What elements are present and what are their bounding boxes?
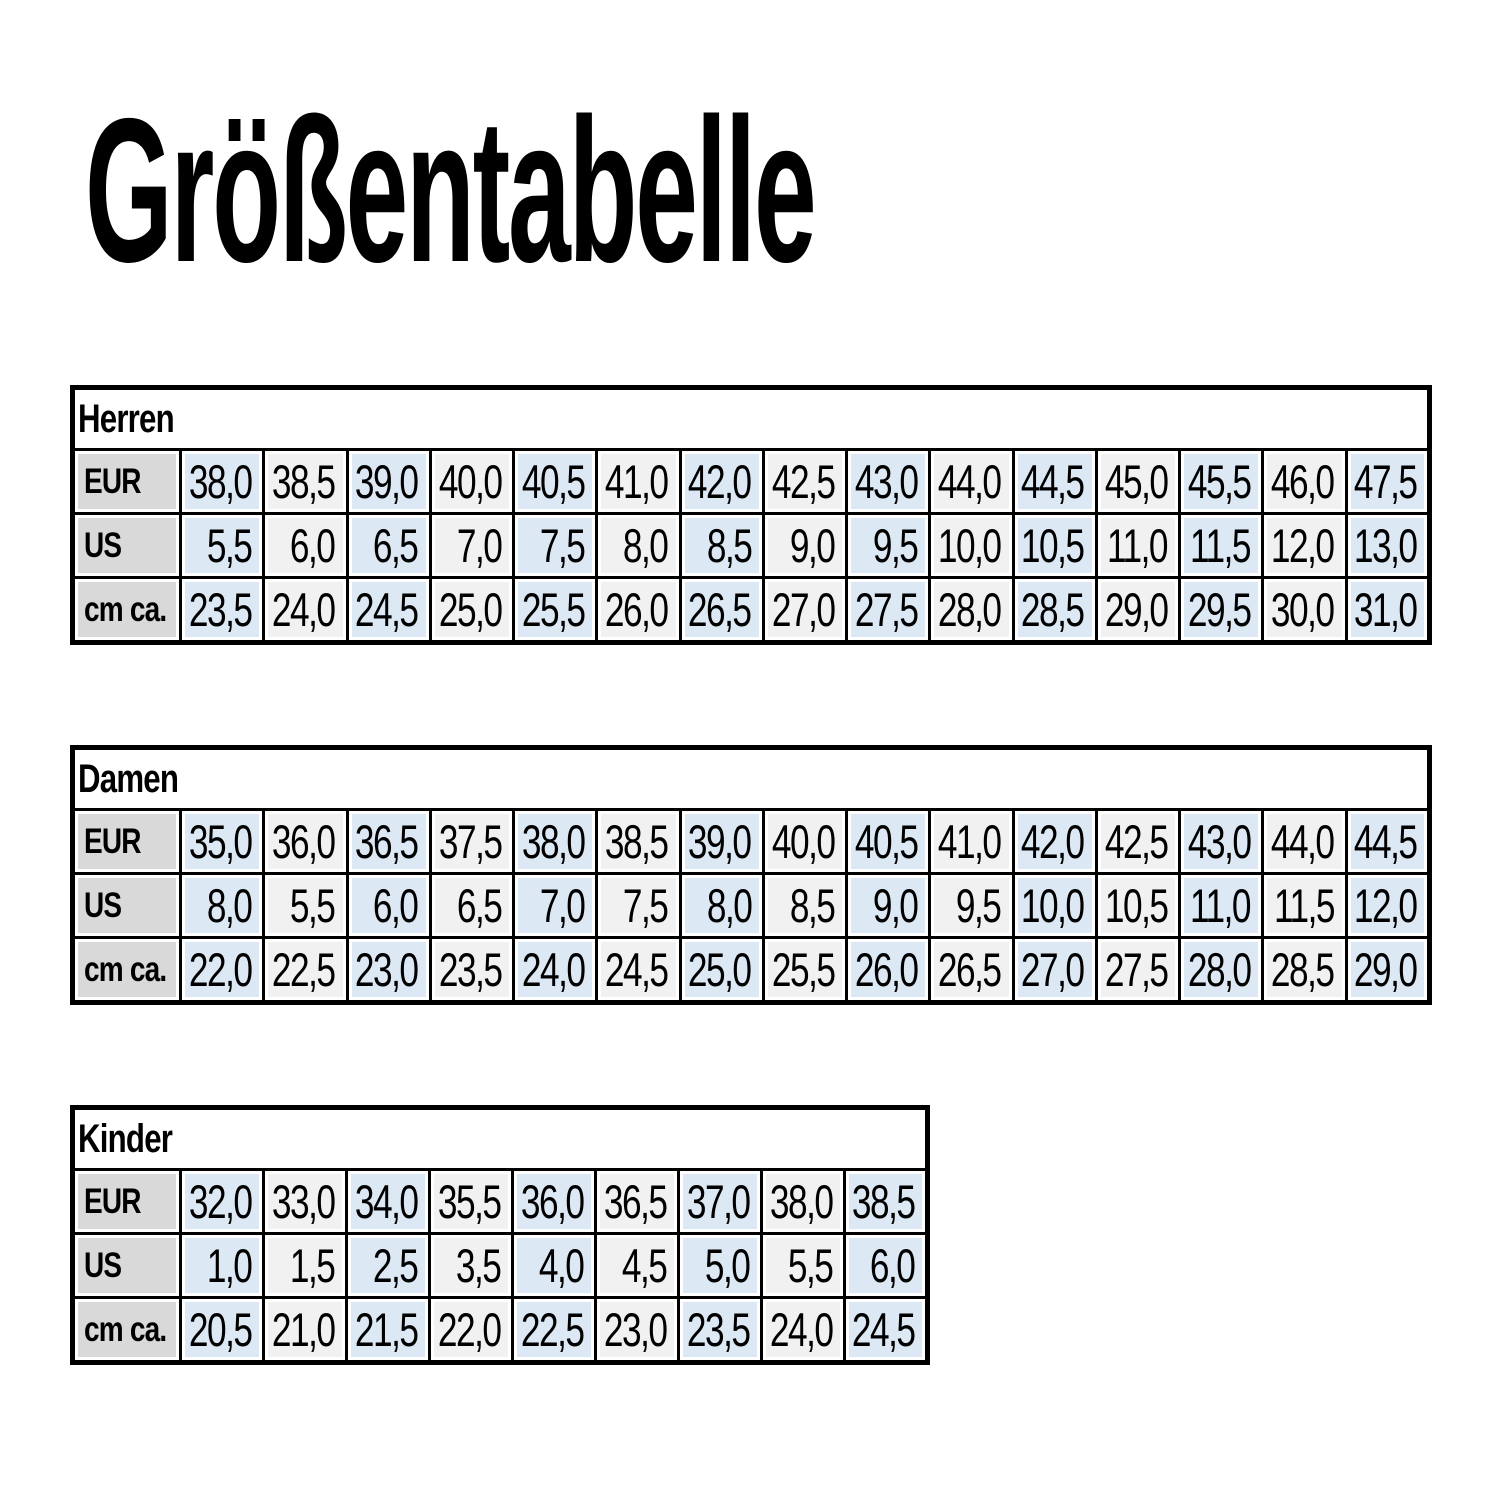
size-value: 10,0	[938, 519, 1001, 572]
size-value: 29,0	[1104, 583, 1168, 636]
size-cell	[514, 578, 597, 643]
table-title-cell	[73, 388, 1430, 450]
size-value: 23,5	[438, 943, 502, 996]
damen-size-table	[70, 745, 1432, 1005]
row-label: US	[84, 885, 122, 925]
size-cell	[845, 1298, 928, 1363]
size-value: 24,0	[271, 583, 335, 636]
size-value: 11,5	[1190, 519, 1251, 572]
table-title-cell	[73, 748, 1430, 810]
table-title-row	[73, 388, 1430, 450]
size-value: 30,0	[1271, 583, 1334, 636]
size-cell	[347, 450, 430, 514]
size-value: 44,5	[1021, 455, 1084, 508]
size-cell	[597, 874, 680, 938]
size-cell	[680, 874, 763, 938]
size-value: 6,5	[373, 519, 418, 572]
size-value: 11,5	[1273, 879, 1334, 932]
size-value: 8,0	[706, 879, 751, 932]
size-cell	[763, 810, 846, 874]
size-cell	[597, 514, 680, 578]
size-value: 26,5	[938, 943, 1001, 996]
table-row	[73, 450, 1430, 514]
size-value: 38,5	[271, 455, 335, 508]
size-value: 44,0	[938, 455, 1001, 508]
size-value: 24,5	[604, 943, 668, 996]
size-cell	[1096, 450, 1179, 514]
size-cell	[1180, 874, 1263, 938]
size-cell	[1096, 514, 1179, 578]
size-value: 28,5	[1021, 583, 1084, 636]
size-cell	[680, 450, 763, 514]
size-value: 22,5	[271, 943, 335, 996]
size-cell	[430, 578, 513, 643]
size-cell	[1096, 578, 1179, 643]
table-row	[73, 1170, 928, 1234]
size-cell	[680, 514, 763, 578]
size-value: 7,0	[456, 519, 502, 572]
size-cell	[847, 938, 930, 1003]
size-cell	[430, 450, 513, 514]
size-cell	[930, 874, 1013, 938]
size-value: 27,5	[854, 583, 918, 636]
size-cell	[347, 874, 430, 938]
size-cell	[847, 874, 930, 938]
row-label-cell	[73, 514, 181, 578]
row-label-cell	[73, 1170, 181, 1234]
size-cell	[514, 938, 597, 1003]
size-cell	[347, 514, 430, 578]
table-row	[73, 1298, 928, 1363]
size-value: 40,5	[521, 455, 585, 508]
size-cell	[513, 1170, 596, 1234]
size-value: 12,0	[1353, 879, 1416, 932]
size-cell	[930, 450, 1013, 514]
size-value: 3,5	[455, 1239, 500, 1292]
size-value: 47,5	[1353, 455, 1416, 508]
table-title-row	[73, 1108, 928, 1170]
row-label-cell	[73, 578, 181, 643]
size-cell	[1346, 810, 1429, 874]
size-value: 10,0	[1021, 879, 1084, 932]
size-value: 45,0	[1104, 455, 1168, 508]
size-cell	[181, 578, 264, 643]
size-value: 8,0	[623, 519, 668, 572]
size-value: 44,5	[1353, 815, 1416, 868]
table-row	[73, 1234, 928, 1298]
size-cell	[430, 938, 513, 1003]
size-cell	[1263, 578, 1346, 643]
size-cell	[347, 1298, 430, 1363]
table-title: Herren	[78, 396, 174, 441]
size-value: 25,0	[438, 583, 502, 636]
size-cell	[679, 1298, 762, 1363]
size-cell	[514, 450, 597, 514]
size-cell	[1263, 810, 1346, 874]
size-cell	[513, 1298, 596, 1363]
size-value: 46,0	[1271, 455, 1334, 508]
size-value: 43,0	[854, 455, 918, 508]
table-title-cell	[73, 1108, 928, 1170]
size-value: 26,5	[688, 583, 751, 636]
size-value: 29,0	[1353, 943, 1416, 996]
size-value: 34,0	[354, 1175, 417, 1228]
size-value: 6,0	[290, 519, 335, 572]
size-value: 43,0	[1187, 815, 1251, 868]
size-cell	[181, 1234, 264, 1298]
size-value: 5,5	[206, 519, 252, 572]
size-value: 22,5	[520, 1303, 583, 1356]
size-cell	[347, 1234, 430, 1298]
size-cell	[679, 1234, 762, 1298]
size-value: 29,5	[1187, 583, 1251, 636]
row-label: US	[84, 1245, 122, 1285]
size-cell	[845, 1170, 928, 1234]
table-row	[73, 938, 1430, 1003]
size-cell	[264, 1298, 347, 1363]
size-cell	[1346, 578, 1429, 643]
size-cell	[1013, 810, 1096, 874]
table-title: Damen	[78, 756, 179, 801]
size-value: 10,5	[1021, 519, 1084, 572]
table-title: Kinder	[78, 1116, 173, 1161]
size-cell	[680, 578, 763, 643]
size-cell	[430, 1234, 513, 1298]
size-cell	[930, 810, 1013, 874]
size-cell	[1096, 810, 1179, 874]
size-cell	[1180, 578, 1263, 643]
size-value: 10,5	[1104, 879, 1168, 932]
size-cell	[1013, 874, 1096, 938]
size-cell	[430, 1298, 513, 1363]
size-cell	[847, 514, 930, 578]
size-cell	[597, 810, 680, 874]
size-value: 35,0	[188, 815, 252, 868]
size-cell	[181, 1298, 264, 1363]
size-cell	[762, 1234, 845, 1298]
size-value: 22,0	[188, 943, 252, 996]
row-label: US	[84, 525, 122, 565]
size-value: 42,0	[688, 455, 751, 508]
size-value: 25,0	[688, 943, 751, 996]
size-value: 8,5	[789, 879, 835, 932]
size-cell	[847, 578, 930, 643]
size-value: 27,0	[1021, 943, 1084, 996]
size-value: 7,5	[623, 879, 668, 932]
size-cell	[1013, 450, 1096, 514]
size-value: 9,0	[872, 879, 918, 932]
size-cell	[1180, 450, 1263, 514]
size-value: 8,5	[706, 519, 751, 572]
size-value: 38,0	[188, 455, 252, 508]
size-cell	[181, 450, 264, 514]
size-value: 23,5	[686, 1303, 749, 1356]
size-value: 38,5	[604, 815, 668, 868]
row-label: cm ca.	[84, 1309, 167, 1349]
table-title-row	[73, 748, 1430, 810]
size-cell	[1096, 938, 1179, 1003]
kinder-size-table	[70, 1105, 930, 1365]
size-value: 36,0	[271, 815, 335, 868]
size-cell	[264, 450, 347, 514]
size-cell	[264, 1234, 347, 1298]
size-cell	[596, 1170, 679, 1234]
size-value: 9,5	[872, 519, 918, 572]
size-value: 23,0	[603, 1303, 666, 1356]
size-value: 4,5	[621, 1239, 666, 1292]
size-value: 27,0	[771, 583, 835, 636]
size-value: 26,0	[604, 583, 668, 636]
row-label-cell	[73, 874, 181, 938]
size-value: 6,0	[869, 1239, 914, 1292]
size-cell	[930, 578, 1013, 643]
table-row	[73, 810, 1430, 874]
size-value: 7,0	[539, 879, 585, 932]
size-value: 25,5	[521, 583, 585, 636]
size-cell	[1013, 578, 1096, 643]
table-row	[73, 578, 1430, 643]
size-value: 8,0	[206, 879, 252, 932]
size-cell	[514, 514, 597, 578]
size-cell	[596, 1234, 679, 1298]
size-value: 6,0	[373, 879, 418, 932]
row-label-cell	[73, 1298, 181, 1363]
table-row	[73, 874, 1430, 938]
size-value: 40,5	[854, 815, 918, 868]
size-value: 40,0	[771, 815, 835, 868]
size-cell	[264, 1170, 347, 1234]
size-cell	[1263, 514, 1346, 578]
size-value: 37,5	[438, 815, 502, 868]
size-cell	[181, 1170, 264, 1234]
size-cell	[347, 938, 430, 1003]
size-cell	[763, 938, 846, 1003]
size-value: 41,0	[938, 815, 1001, 868]
size-value: 11,0	[1107, 519, 1168, 572]
size-cell	[763, 450, 846, 514]
size-value: 28,0	[938, 583, 1001, 636]
size-cell	[1346, 874, 1429, 938]
size-value: 42,5	[771, 455, 835, 508]
row-label-cell	[73, 938, 181, 1003]
size-value: 31,0	[1353, 583, 1416, 636]
row-label: EUR	[84, 1181, 141, 1221]
size-cell	[597, 578, 680, 643]
size-cell	[1013, 514, 1096, 578]
size-cell	[181, 514, 264, 578]
size-value: 28,0	[1187, 943, 1251, 996]
size-cell	[680, 938, 763, 1003]
size-cell	[597, 938, 680, 1003]
size-value: 9,5	[956, 879, 1001, 932]
size-value: 20,5	[188, 1303, 251, 1356]
herren-size-table	[70, 385, 1432, 645]
size-value: 7,5	[539, 519, 585, 572]
size-cell	[763, 578, 846, 643]
size-value: 38,0	[521, 815, 585, 868]
row-label: cm ca.	[84, 589, 167, 629]
size-value: 24,0	[769, 1303, 832, 1356]
size-value: 9,0	[789, 519, 835, 572]
size-value: 5,5	[787, 1239, 832, 1292]
size-value: 1,0	[206, 1239, 251, 1292]
size-cell	[930, 938, 1013, 1003]
size-cell	[1096, 874, 1179, 938]
size-cell	[264, 810, 347, 874]
size-cell	[930, 514, 1013, 578]
size-value: 11,0	[1190, 879, 1251, 932]
size-cell	[1013, 938, 1096, 1003]
size-value: 38,5	[851, 1175, 914, 1228]
size-value: 41,0	[604, 455, 668, 508]
size-cell	[845, 1234, 928, 1298]
table-row	[73, 514, 1430, 578]
size-cell	[847, 810, 930, 874]
size-value: 25,5	[771, 943, 835, 996]
size-cell	[1346, 450, 1429, 514]
size-cell	[1180, 938, 1263, 1003]
size-value: 28,5	[1271, 943, 1334, 996]
size-cell	[430, 514, 513, 578]
size-cell	[762, 1170, 845, 1234]
row-label: cm ca.	[84, 949, 167, 989]
size-value: 2,5	[372, 1239, 417, 1292]
size-value: 26,0	[854, 943, 918, 996]
size-cell	[264, 578, 347, 643]
size-value: 40,0	[438, 455, 502, 508]
row-label: EUR	[84, 461, 141, 501]
size-cell	[264, 938, 347, 1003]
size-cell	[1180, 514, 1263, 578]
size-value: 33,0	[271, 1175, 334, 1228]
size-cell	[430, 874, 513, 938]
size-cell	[1346, 514, 1429, 578]
size-value: 24,5	[355, 583, 418, 636]
size-value: 22,0	[437, 1303, 500, 1356]
page-title	[85, 76, 1411, 305]
size-value: 32,0	[188, 1175, 251, 1228]
size-value: 44,0	[1271, 815, 1334, 868]
size-value: 5,5	[290, 879, 335, 932]
size-cell	[1263, 874, 1346, 938]
size-cell	[514, 874, 597, 938]
size-value: 45,5	[1187, 455, 1251, 508]
row-label-cell	[73, 1234, 181, 1298]
page-title-text: Größentabelle	[85, 76, 815, 305]
size-value: 36,5	[355, 815, 418, 868]
size-value: 27,5	[1104, 943, 1168, 996]
row-label-cell	[73, 450, 181, 514]
size-cell	[181, 810, 264, 874]
size-cell	[1263, 938, 1346, 1003]
size-cell	[264, 874, 347, 938]
size-value: 13,0	[1353, 519, 1416, 572]
size-cell	[430, 1170, 513, 1234]
size-value: 36,5	[603, 1175, 666, 1228]
size-value: 23,5	[188, 583, 252, 636]
size-cell	[1263, 450, 1346, 514]
row-label: EUR	[84, 821, 141, 861]
size-cell	[1346, 938, 1429, 1003]
size-value: 24,5	[851, 1303, 914, 1356]
size-cell	[847, 450, 930, 514]
size-value: 42,5	[1104, 815, 1168, 868]
size-value: 1,5	[289, 1239, 334, 1292]
size-value: 38,0	[769, 1175, 832, 1228]
size-value: 24,0	[521, 943, 585, 996]
size-cell	[514, 810, 597, 874]
size-value: 39,0	[355, 455, 418, 508]
size-cell	[762, 1298, 845, 1363]
size-cell	[1180, 810, 1263, 874]
size-value: 4,0	[538, 1239, 583, 1292]
size-cell	[347, 578, 430, 643]
size-value: 36,0	[520, 1175, 583, 1228]
size-cell	[430, 810, 513, 874]
size-value: 35,5	[437, 1175, 500, 1228]
size-cell	[264, 514, 347, 578]
size-value: 42,0	[1021, 815, 1084, 868]
size-value: 39,0	[688, 815, 751, 868]
size-cell	[347, 810, 430, 874]
row-label-cell	[73, 810, 181, 874]
size-value: 6,5	[456, 879, 502, 932]
size-value: 5,0	[704, 1239, 749, 1292]
size-cell	[763, 874, 846, 938]
size-cell	[679, 1170, 762, 1234]
size-cell	[181, 938, 264, 1003]
size-cell	[347, 1170, 430, 1234]
size-cell	[596, 1298, 679, 1363]
size-cell	[680, 810, 763, 874]
size-cell	[513, 1234, 596, 1298]
size-value: 21,5	[354, 1303, 417, 1356]
size-cell	[763, 514, 846, 578]
size-value: 37,0	[686, 1175, 749, 1228]
size-cell	[181, 874, 264, 938]
size-value: 21,0	[271, 1303, 334, 1356]
size-cell	[597, 450, 680, 514]
size-value: 23,0	[355, 943, 418, 996]
size-value: 12,0	[1271, 519, 1334, 572]
